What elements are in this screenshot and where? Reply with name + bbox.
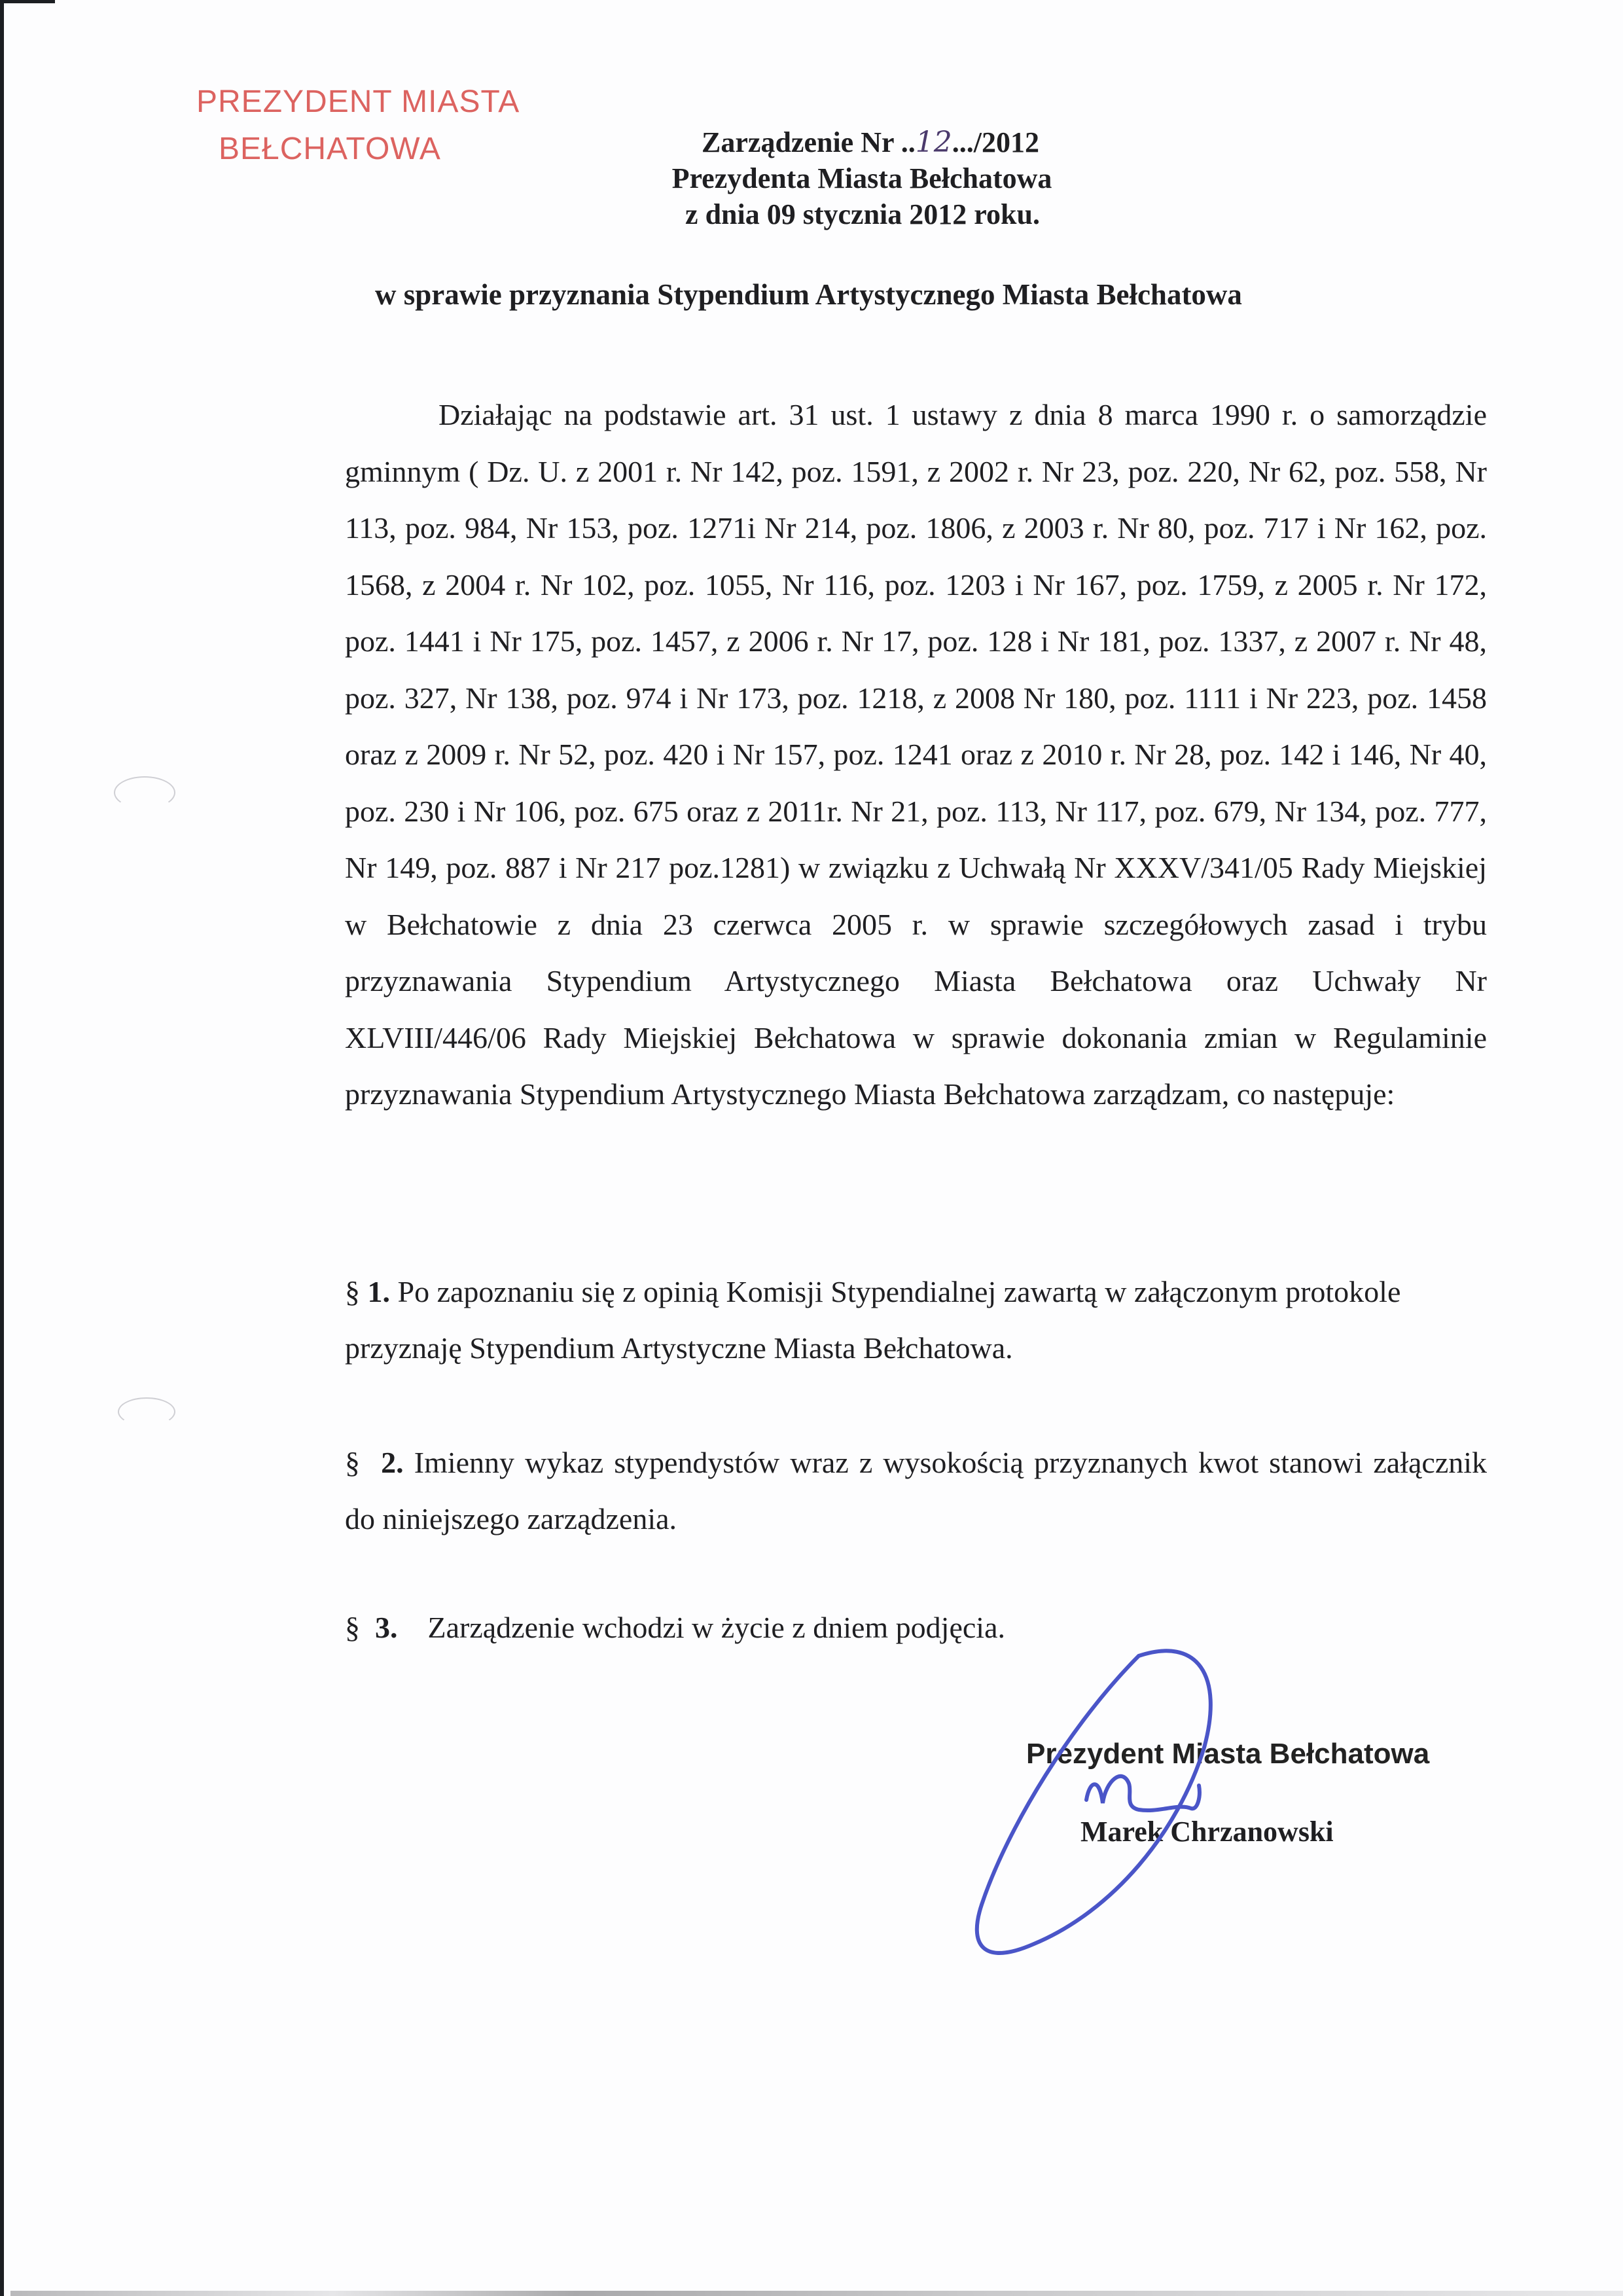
document-title xyxy=(0,124,1623,160)
signatory-name: Marek Chrzanowski xyxy=(1080,1816,1334,1848)
title-prefix: Zarządzenie Nr .. xyxy=(702,126,916,158)
scan-edge-top xyxy=(0,0,55,3)
handwritten-number: 12 xyxy=(915,126,952,159)
paragraph-1 xyxy=(345,1264,1487,1376)
section-symbol: § xyxy=(345,1446,360,1479)
paragraph-text: Imienny wykaz stypendystów wraz z wysokością przyznanych kwot stanowi załącznik do niniejszego zarządzenia. xyxy=(345,1446,1488,1535)
punch-hole-mark xyxy=(118,1397,175,1426)
document-issuer: Prezydenta Miasta Bełchatowa xyxy=(671,162,1052,194)
document-subject: w sprawie przyznania Stypendium Artystycznego Miasta Bełchatowa xyxy=(375,278,1242,311)
paragraph-number: 1. xyxy=(367,1275,390,1308)
section-symbol: § xyxy=(345,1611,360,1644)
section-symbol: § xyxy=(345,1275,360,1308)
signature-loop-stroke xyxy=(977,1651,1211,1953)
handwritten-signature xyxy=(942,1636,1348,1977)
paragraph-2 xyxy=(345,1435,1487,1547)
scan-edge-left xyxy=(0,0,4,2296)
document-header xyxy=(0,124,1623,232)
document-date: z dnia 09 stycznia 2012 roku. xyxy=(685,198,1040,230)
paragraph-number: 2. xyxy=(381,1446,404,1479)
paragraph-text: Po zapoznaniu się z opinią Komisji Stypendialnej zawartą w załączonym protokole przyznaję Stypendium Artystyczne Miasta Bełchatowa. xyxy=(345,1275,1401,1365)
stamp-line-2: BEŁCHATOWA xyxy=(219,132,441,166)
paragraph-number: 3. xyxy=(375,1611,398,1644)
paragraph-text: Zarządzenie wchodzi w życie z dniem podjęcia. xyxy=(427,1611,1005,1644)
scan-edge-bottom xyxy=(10,2291,1623,2296)
title-suffix: .../2012 xyxy=(952,126,1039,158)
stamp-line-1: PREZYDENT MIASTA xyxy=(196,84,520,119)
signature-initials-stroke xyxy=(1086,1776,1200,1810)
preamble-text: Działając na podstawie art. 31 ust. 1 ustawy z dnia 8 marca 1990 r. o samorządzie gminnym ( Dz. U. z 2001 r. Nr 142, poz. 1591, z 2002 r. Nr 23, poz. 220, Nr 62, poz. 558, Nr 113, poz. 984, Nr 153, poz. 1271i Nr 214, poz. 1806, z 2003 r. Nr 80, poz. 717 i Nr 162, poz. 1568, z 2004 r. Nr 102, poz. 1055, Nr 116, poz. 1203 i Nr 167, poz. 1759, z 2005 r. Nr 172, poz. 1441 i Nr 175, poz. 1457, z 2006 r. Nr 17, poz. 128 i Nr 181, poz. 1337, z 2007 r. Nr 48, poz. 327, Nr 138, poz. 974 i Nr 173, poz. 1218, z 2008 Nr 180, poz. 1111 i Nr 223, poz. 1458 oraz z 2009 r. Nr 52, poz. 420 i Nr 157, poz. 1241 oraz z 2010 r. Nr 28, poz. 142 i 146, Nr 40, poz. 230 i Nr 106, poz. 675 oraz z 2011r. Nr 21, poz. 113, Nr 117, poz. 679, Nr 134, poz. 777, Nr 149, poz. 887 i Nr 217 poz.1281) w związku z Uchwałą Nr XXXV/341/05 Rady Miejskiej w Bełchatowie z dnia 23 czerwca 2005 r. w sprawie szczegółowych zasad i trybu przyznawania Stypendium Artystycznego Miasta Bełchatowa oraz Uchwały Nr XLVIII/446/06 Rady Miejskiej Bełchatowa w sprawie dokonania zmian w Regulaminie przyznawania Stypendium Artystycznego Miasta Bełchatowa zarządzam, co następuje: xyxy=(345,398,1487,1111)
punch-hole-mark xyxy=(114,776,175,809)
signatory-title: Prezydent Miasta Bełchatowa xyxy=(1026,1738,1430,1770)
